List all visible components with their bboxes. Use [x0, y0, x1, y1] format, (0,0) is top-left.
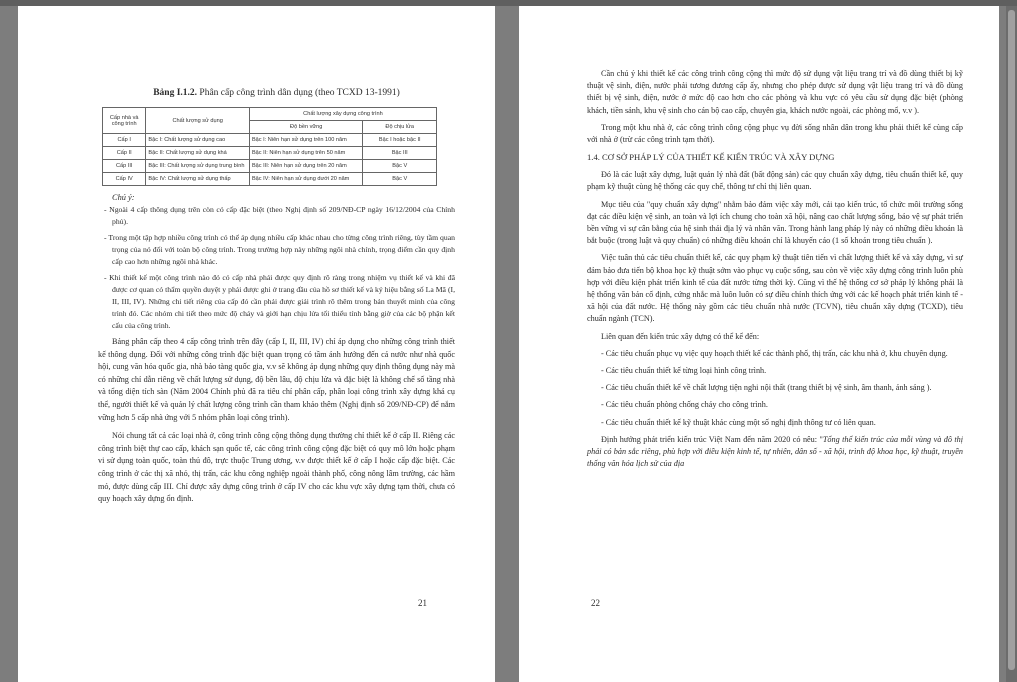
cell-durability: Bậc IV: Niên hạn sử dụng dưới 20 năm [249, 173, 363, 186]
cell-durability: Bậc III: Niên hạn sử dụng trên 20 năm [249, 160, 363, 173]
table-header-row-1 [103, 108, 437, 121]
last-paragraph-quote: Tổng thể kiến trúc của mỗi vùng và đô thị phải có bản sắc riêng, phù hợp với điều kiện kinh tế, tự nhiên, dân số - xã hội, trình độ khoa học, kỹ thuật, truyền thống văn hóa lịch sử của địa [587, 434, 963, 469]
table-row [103, 147, 437, 160]
cell-durability: Bậc I: Niên hạn sử dụng trên 100 năm [249, 134, 363, 147]
table-row [103, 160, 437, 173]
list-item: - Các tiêu chuẩn phục vụ việc quy hoạch thiết kế các thành phố, thị trấn, các khu nhà ở, khu chuyên dụng. [601, 348, 948, 358]
last-paragraph-start: Định hướng phát triển kiến trúc Việt Nam đến năm 2020 có nêu: " [601, 434, 823, 444]
list-item: - Các tiêu chuẩn thiết kế về chất lượng tiện nghi nội thất (trang thiết bị vệ sinh, âm thanh, ánh sáng ). [601, 383, 932, 393]
cell-durability: Bậc II: Niên hạn sử dụng trên 50 năm [249, 147, 363, 160]
body-paragraph: Đó là các luật xây dựng, luật quản lý nhà đất (bất động sản) các quy chuẩn xây dựng, tiêu chuẩn thiết kế, quy phạm kỹ thuật cùng hệ thống các quy chế, thông tư chỉ thị liên quan. [587, 170, 963, 192]
header-construction-quality: Chất lượng xây dựng công trình [249, 108, 436, 121]
table-row [103, 173, 437, 186]
header-durability: Độ bền vững [249, 121, 363, 134]
list-item: - Các tiêu chuẩn thiết kế kỹ thuật khác cùng một số nghị định thông tư có liên quan. [601, 417, 876, 427]
cell-fire: Bậc V [363, 173, 437, 186]
cell-fire: Bậc I hoặc bậc II [363, 134, 437, 147]
body-paragraph: Cần chú ý khi thiết kế các công trình công cộng thì mức độ sử dụng vật liệu trang trí và đồ dùng thiết bị kỹ thuật vệ sinh, điện, nước phải tương đương cấp ấy, nhưng cho phép được sử dụng vật liệu trang trí và đồ dùng thiết bị vệ sinh, điện, nước ở mức độ cao hơn cho các phòng và khu vực có yêu cầu sử dụng đặc biệt (phòng khách, tiền sảnh, khu vệ sinh cho cán bộ cao cấp, chuyên gia, khách nước ngoài, các phòng mổ, v.v ). [587, 69, 963, 115]
body-paragraph: Bảng phân cấp theo 4 cấp công trình trên đây (cấp I, II, III, IV) chỉ áp dụng cho những công trình thiết kế thông dụng. Đối với những công trình đặc biệt quan trọng có tầm ảnh hưởng đến cả nước như nhà quốc hội, cung văn hóa quốc gia, nhà bảo tàng quốc gia, v.v sẽ không áp dụng những quy định thông dụng này mà có những chỉ dẫn riêng về chất lượng sử dụng, độ bền lâu, độ chịu lửa và đặc biệt là không chế số tầng nhà và tổng diện tích sàn (Năm 2004 Chính phủ đã ra tiêu chí phân cấp, phân loại công trình xây dựng khá cụ thể, người thiết kế và quản lý chất lượng công trình cần tham khảo thêm (Nghị định số 209/NĐ-CP) để nắm vững hơn 5 cấp nhà ứng với 5 nhóm phân loại công trình). [98, 337, 455, 422]
body-paragraph: Nói chung tất cả các loại nhà ở, công trình công cộng thông dụng thường chỉ thiết kế ở cấp II. Riêng các công trình biệt thự cao cấp, khách sạn quốc tế, các công trình công cộng đặc biệt có quy mô lớn hoặc phạm vi sử dụng toàn quốc, toàn thủ đô, trực thuộc Trung ương, v.v được thiết kế ở cấp I hoặc cấp đặc biệt. Các công trình ở các thị xã nhỏ, thị trấn, các khu công nghiệp ngoài thành phố, công nông lâm trường, các hầm mỏ, được dùng cấp III. Chỉ được xây dựng công trình ở cấp IV cho các khu vực xây dựng tạm thời, chưa có quy hoạch xây dựng ổn định. [98, 431, 455, 504]
cell-usage: Bậc I: Chất lượng sử dụng cao [146, 134, 250, 147]
list-item: - Các tiêu chuẩn phòng chống cháy cho công trình. [601, 400, 768, 410]
cell-level: Cấp I [103, 134, 146, 147]
table-row [103, 134, 437, 147]
list-item: - Các tiêu chuẩn thiết kế từng loại hình công trình. [601, 366, 767, 376]
header-building-level: Cấp nhà và công trình [103, 108, 146, 134]
section-heading: 1.4. CƠ SỞ PHÁP LÝ CỦA THIẾT KẾ KIẾN TRÚC VÀ XÂY DỰNG [587, 152, 835, 163]
body-paragraph: Liên quan đến kiến trúc xây dựng có thể kể đến: [601, 331, 760, 341]
page-21 [18, 6, 495, 682]
note-item: - Ngoài 4 cấp thông dụng trên còn có cấp đặc biệt (theo Nghị định số 209/NĐ-CP ngày 16/12/2004 của Chính phủ). [104, 205, 455, 226]
table-title [98, 88, 455, 98]
cell-level: Cấp IV [103, 173, 146, 186]
cell-fire: Bậc III [363, 147, 437, 160]
scrollbar-thumb[interactable] [1008, 10, 1015, 670]
building-classification-table [102, 107, 437, 186]
table-title-text: Phân cấp công trình dân dụng (theo TCXD 13-1991) [197, 88, 400, 98]
body-paragraph: Mục tiêu của "quy chuẩn xây dựng" nhằm bảo đảm việc xây mới, cải tạo kiến trúc, tổ chức môi trường sống đạt các điều kiện vệ sinh, an toàn và lợi ích chung cho toàn xã hội, nâng cao chất lượng sống, bảo vệ sự phát triển bền vững vì sự cân bằng của hệ sinh thái địa lý và nhân văn. Trong hành lang pháp lý này có những điều khoản là bắt buộc (trong luật và quy chuẩn) có những điều khoản chỉ là khuyến cáo (1 số khoản trong tiêu chuẩn ). [587, 199, 963, 246]
page-22 [519, 6, 999, 682]
cell-level: Cấp II [103, 147, 146, 160]
body-paragraph-last [587, 434, 963, 471]
header-fire-resistance: Độ chịu lửa [363, 121, 437, 134]
note-item: - Trong một tập hợp nhiều công trình có thể áp dụng nhiều cấp khác nhau cho từng công trình riêng, tùy tầm quan trọng của nó đối với toàn bộ công trình. Trong trường hợp này những ngôi nhà chính, trọng điểm cần quy định cấp cao hơn những ngôi nhà khác. [104, 233, 455, 266]
cell-fire: Bậc V [363, 160, 437, 173]
cell-usage: Bậc II: Chất lượng sử dụng khá [146, 147, 250, 160]
cell-usage: Bậc IV: Chất lượng sử dụng thấp [146, 173, 250, 186]
note-title: Chú ý: [112, 193, 135, 202]
cell-usage: Bậc III: Chất lượng sử dụng trung bình [146, 160, 250, 173]
page-number: 22 [591, 598, 600, 608]
table-title-label: Bảng I.1.2. [153, 88, 198, 98]
page-number: 21 [418, 598, 427, 608]
body-paragraph: Việc tuân thủ các tiêu chuẩn thiết kế, các quy phạm kỹ thuật tiên tiến vì chất lượng thiết kế và xây dựng, vì sự đảm bảo đưa tiến bộ khoa học kỹ thuật sớm vào phục vụ cuộc sống, sau còn về việc xây dựng công trình luôn phù hợp với điều kiện phát triển kinh tế của đất nước từng thời kỳ. Cũng vì thế hệ thống cơ sở pháp lý không phải là hệ thống văn bản cố định, cứng nhắc mà luôn luôn có sự điều chỉnh thích ứng với các kế hoạch phát triển kinh tế - xã hội của đất nước. Hệ thống này gồm các tiêu chuẩn nhà nước (TCVN), tiêu chuẩn xây dựng (TCXD), tiêu chuẩn ngành (TCN). [587, 253, 963, 324]
cell-level: Cấp III [103, 160, 146, 173]
note-item: - Khi thiết kế một công trình nào đó có cấp nhà phải được quy định rõ ràng trong nhiệm vụ thiết kế và khi đã được cơ quan có thẩm quyền duyệt y phải được ghi ở trang đầu của hồ sơ thiết kế và ký hiệu bằng số La Mã (I, II, III, IV). Những chi tiết riêng của cấp đó cần phải được giải trình rõ thêm trong bản thuyết minh của công trình đó. Các nhóm chi tiết theo mức độ cháy và giới hạn chịu lửa tối thiểu tính bằng giờ của các bộ phận kết cấu của công trình. [104, 273, 455, 330]
body-paragraph: Trong một khu nhà ở, các công trình công cộng phục vụ đời sống nhân dân trong khu phải thiết kế cùng cấp với nhà ở (trừ các công trình tạm thời). [587, 122, 963, 145]
header-usage-quality: Chất lượng sử dụng [146, 108, 250, 134]
